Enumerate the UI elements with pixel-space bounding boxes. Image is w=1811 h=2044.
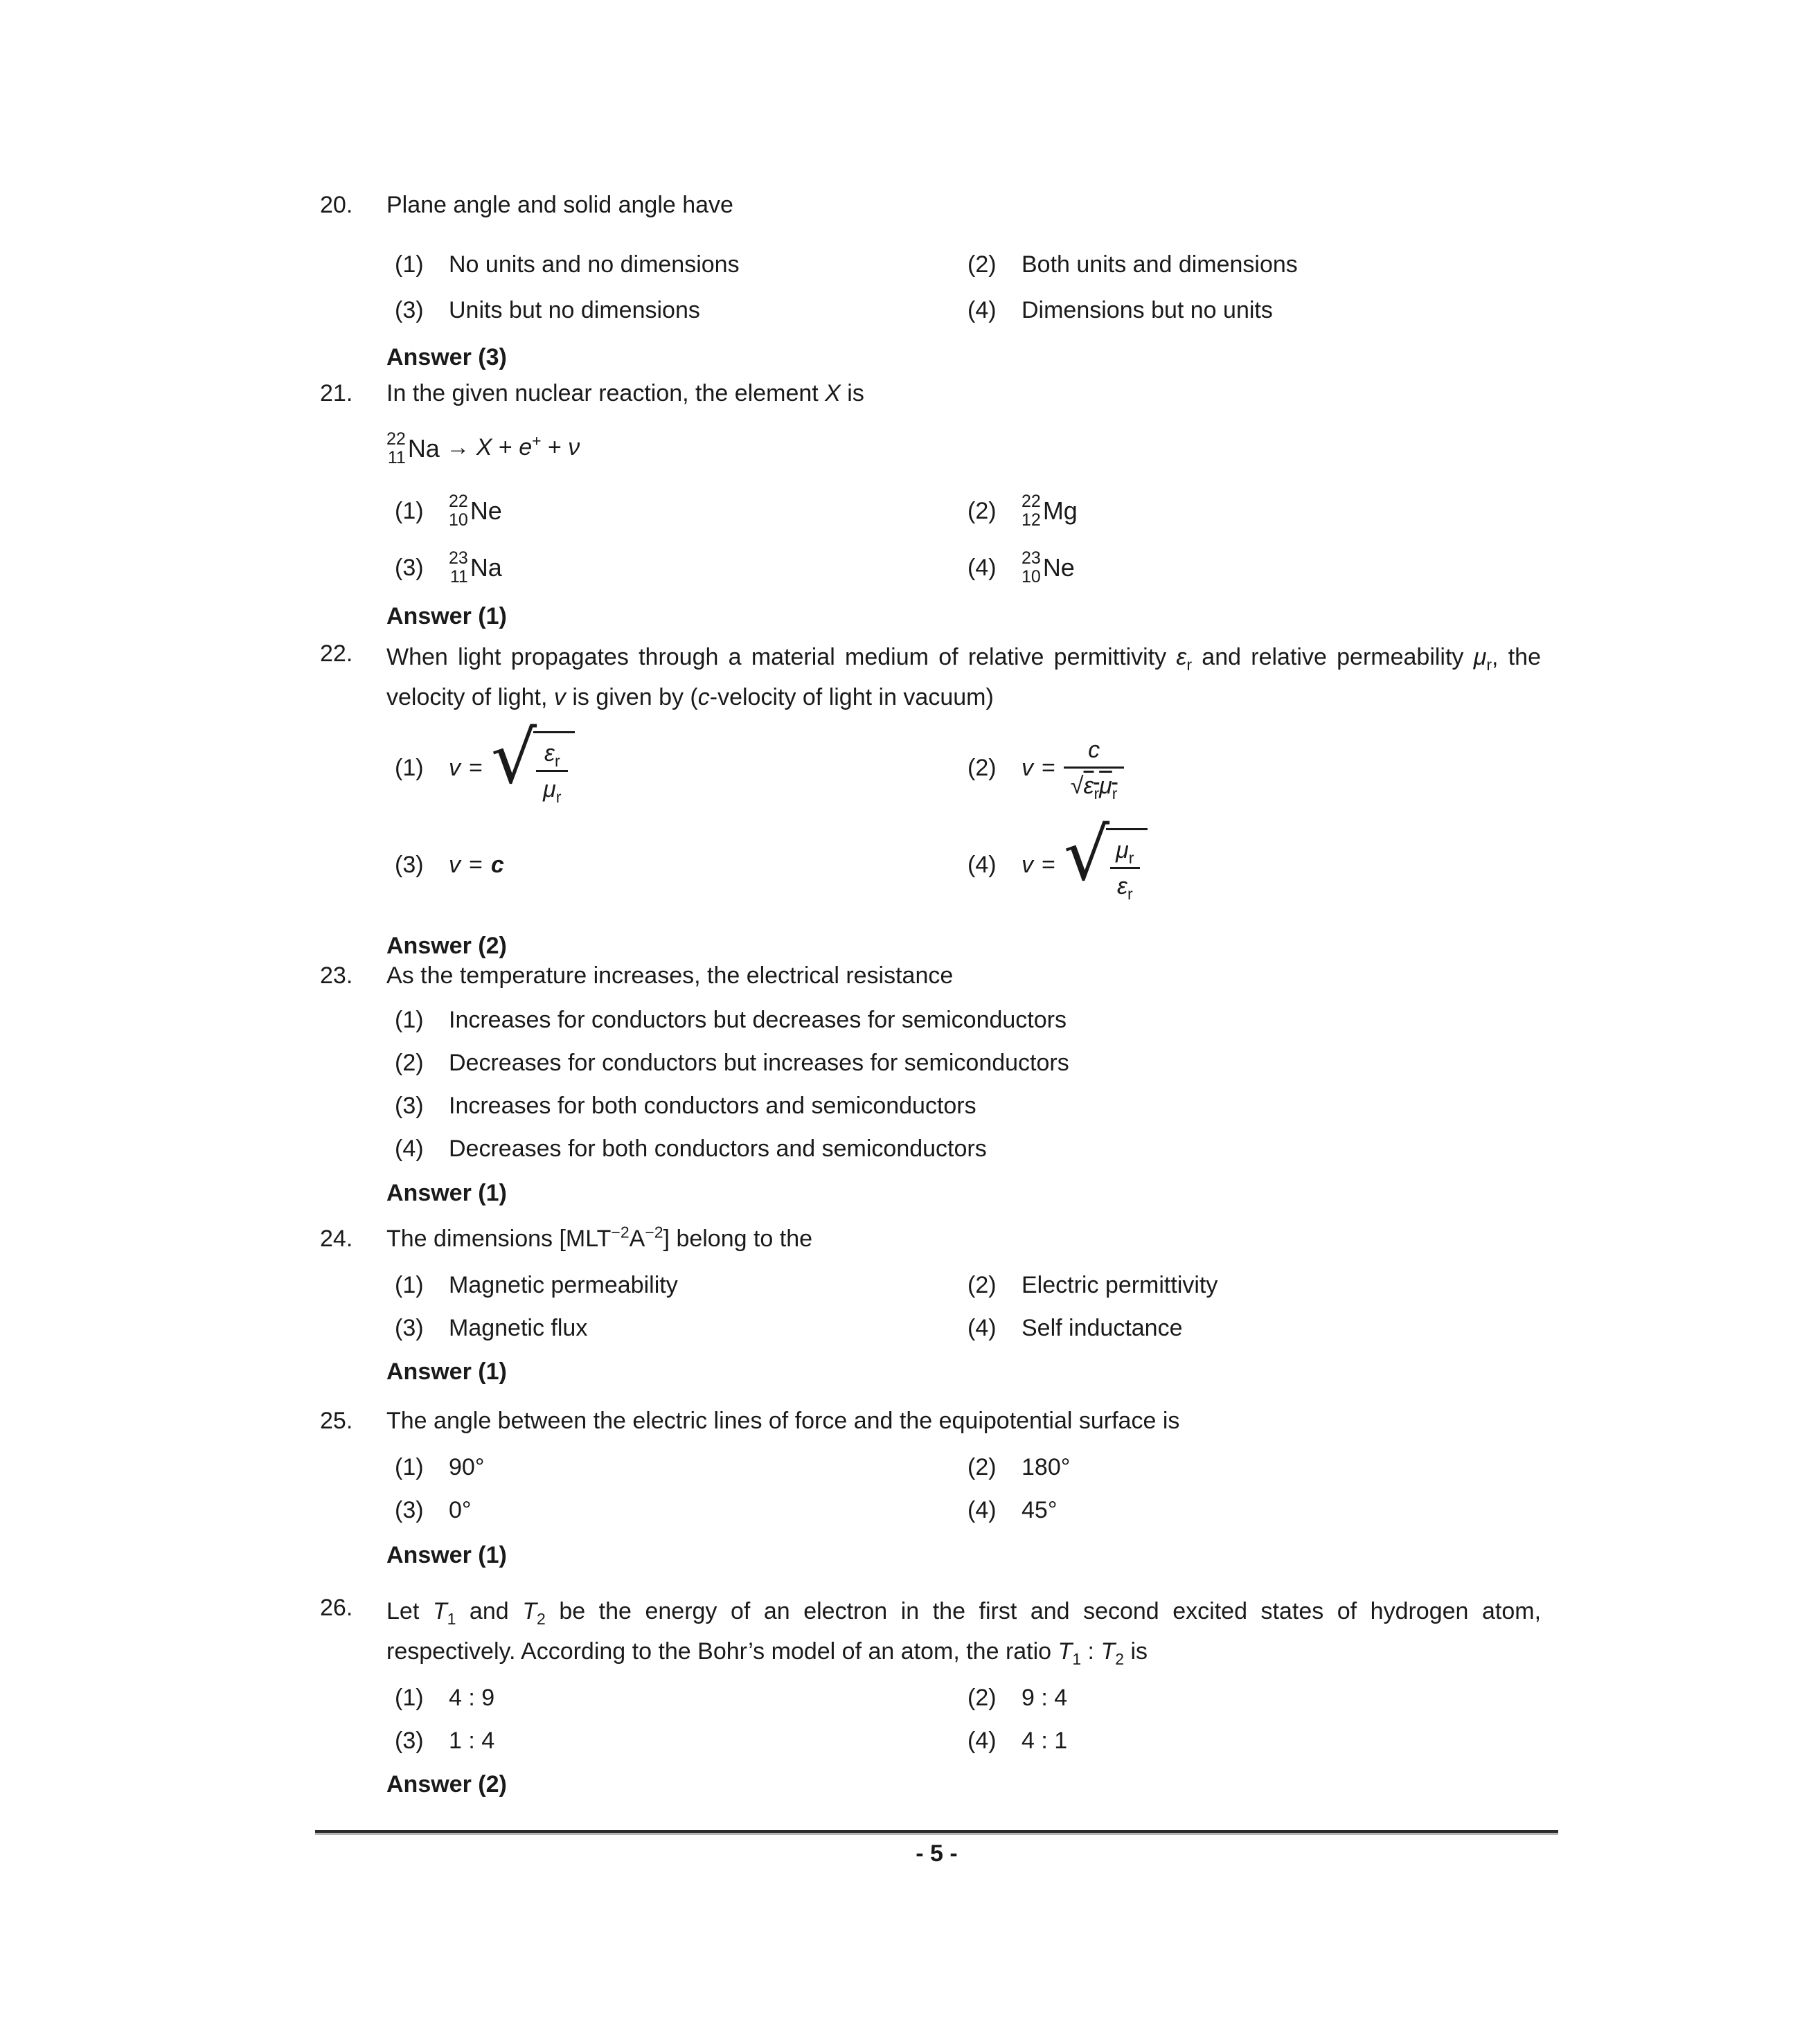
numerator-symbol: ε: [544, 740, 555, 766]
v-symbol: v: [449, 852, 461, 878]
radicand: [533, 731, 575, 805]
option-3: [386, 820, 959, 910]
question-21: [320, 377, 1541, 633]
option-4: [386, 1132, 1541, 1165]
question-text: [386, 377, 1541, 410]
question-number: 24.: [320, 1226, 353, 1252]
element-symbol: Na: [407, 434, 440, 463]
option-3: [386, 1311, 959, 1345]
option-text: Increases for conductors but decreases for semiconductors: [449, 1007, 1067, 1033]
question-25-head: [320, 1404, 1541, 1437]
options-row: [386, 540, 1541, 595]
text-part: In the given nuclear reaction, the element: [386, 380, 826, 406]
option-3: [386, 294, 959, 327]
nuclear-reaction-equation: [386, 420, 1541, 475]
epsilon-r: ε: [1176, 644, 1187, 670]
answer-label: Answer (3): [386, 344, 507, 370]
small-radical: [1070, 773, 1118, 803]
plus-sign: +: [492, 434, 519, 460]
question-26: [320, 1591, 1541, 1801]
question-text: As the temperature increases, the electrical resistance: [386, 962, 954, 989]
options-row: [386, 1451, 1541, 1484]
option-marker: (2): [967, 1685, 997, 1711]
option-4: [959, 1311, 1541, 1345]
question-text: [386, 1591, 1541, 1671]
option-marker: (3): [395, 1497, 424, 1523]
v-symbol: v: [1022, 852, 1033, 878]
options-row: [386, 1494, 1541, 1527]
option-1: [386, 1451, 959, 1484]
nuclide-option: [1022, 492, 1078, 530]
text-part: -velocity of light in vacuum): [709, 684, 994, 710]
radical-sign: √: [1070, 773, 1084, 799]
nuclide-numbers: [449, 492, 468, 530]
option-marker: (2): [967, 755, 997, 781]
options-row: [386, 812, 1541, 910]
nuclide-numbers: [1022, 549, 1041, 586]
v-symbol: v: [449, 755, 461, 781]
option-marker: (3): [395, 297, 424, 323]
answer-label: Answer (1): [386, 1542, 507, 1568]
nuclide-option: [449, 492, 502, 530]
question-number: 26.: [320, 1595, 353, 1621]
text-part: Let: [386, 1598, 433, 1624]
option-text: 0°: [449, 1497, 472, 1523]
element-x: X: [476, 434, 492, 460]
options-row: [386, 294, 1541, 327]
option-1: [386, 1681, 959, 1714]
text-part: ] belong to the: [663, 1226, 813, 1252]
radicand: [1106, 828, 1148, 902]
option-3: [386, 1089, 1541, 1122]
epsilon-symbol: ε: [1083, 773, 1094, 799]
atomic-number: 12: [1022, 510, 1041, 530]
text-part: , the velocity of light,: [386, 644, 1541, 710]
option-marker: (2): [967, 498, 997, 524]
question-number: 25.: [320, 1408, 353, 1434]
options-row: [386, 1681, 1541, 1714]
option-marker: (2): [967, 1454, 997, 1480]
question-22-body: [386, 715, 1541, 962]
numerator: [537, 738, 567, 770]
option-marker: (4): [967, 852, 997, 878]
question-21-head: [320, 377, 1541, 410]
option-text: Units but no dimensions: [449, 297, 700, 323]
option-text: 180°: [1022, 1454, 1071, 1480]
denominator: [1110, 867, 1140, 902]
plus-sign: +: [541, 434, 569, 460]
option-marker: (3): [395, 1315, 424, 1341]
nuclide-option: [449, 549, 502, 586]
option-text: 9 : 4: [1022, 1685, 1068, 1711]
question-26-body: [386, 1681, 1541, 1801]
exponent: −2: [645, 1223, 663, 1241]
atomic-number: 11: [449, 567, 468, 586]
options-row: [386, 1003, 1541, 1037]
mass-number: 22: [386, 429, 406, 449]
element-symbol: Ne: [1042, 553, 1075, 582]
equals-sign: =: [469, 852, 483, 878]
v-symbol: v: [1022, 755, 1033, 781]
nuclide-numbers: [449, 549, 468, 586]
formula-sqrt-eps-over-mu: [449, 715, 575, 806]
answer-label: Answer (1): [386, 1359, 507, 1385]
option-marker: (2): [395, 1050, 424, 1076]
question-25-body: [386, 1451, 1541, 1572]
option-1: [386, 248, 959, 281]
question-22: [320, 637, 1541, 962]
fraction: [1064, 735, 1125, 801]
options-row: [386, 1132, 1541, 1165]
nuclide-numbers: [1022, 492, 1041, 530]
question-23: [320, 959, 1541, 1210]
option-marker: (4): [967, 1497, 997, 1523]
option-2: [959, 723, 1541, 813]
option-marker: (1): [395, 755, 424, 781]
T1-sub: 1: [1072, 1649, 1082, 1668]
question-24-body: [386, 1268, 1541, 1388]
T1-symbol: T: [432, 1598, 447, 1624]
option-4: [959, 812, 1541, 910]
question-24: [320, 1222, 1541, 1388]
nuclide-numbers: [386, 430, 406, 467]
c-symbol: c: [697, 684, 710, 710]
option-text: Decreases for conductors but increases for semiconductors: [449, 1050, 1069, 1076]
question-text: [386, 637, 1541, 717]
option-2: [959, 1268, 1541, 1302]
mass-number: 23: [1022, 548, 1041, 568]
atomic-number: 10: [1022, 567, 1041, 586]
option-marker: (4): [967, 1315, 997, 1341]
text-part: and relative permeability: [1192, 644, 1474, 670]
positron-charge: +: [532, 431, 542, 450]
mu-sub: r: [1486, 655, 1492, 674]
positron: e: [519, 434, 533, 460]
fraction: [536, 738, 568, 805]
denominator-sub: r: [555, 787, 562, 806]
options-row: [386, 1724, 1541, 1757]
footer-divider: [315, 1830, 1558, 1835]
text-part: is: [840, 380, 864, 406]
numerator-sub: r: [554, 751, 560, 770]
atomic-number: 10: [449, 510, 468, 530]
option-marker: (2): [967, 1272, 997, 1298]
option-marker: (1): [395, 498, 424, 524]
option-text: Magnetic permeability: [449, 1272, 678, 1298]
option-4: [959, 540, 1541, 595]
question-20-body: [386, 248, 1541, 374]
question-number: 23.: [320, 962, 353, 989]
numerator-symbol: μ: [1116, 837, 1129, 863]
answer-label: Answer (1): [386, 1180, 507, 1206]
T2-symbol: T: [1100, 1638, 1116, 1665]
epsilon-sub: r: [1186, 655, 1193, 674]
mass-number: 22: [449, 492, 468, 511]
nuclide-option: [1022, 549, 1075, 586]
equals-sign: =: [1042, 852, 1055, 878]
question-number: 22.: [320, 640, 353, 667]
option-1: [386, 715, 959, 813]
option-3: [386, 540, 959, 595]
text-part: and: [456, 1598, 523, 1624]
text-part: is given by (: [565, 684, 698, 710]
mu-symbol: μ: [1099, 773, 1112, 799]
question-text: Plane angle and solid angle have: [386, 192, 733, 218]
option-2: [959, 248, 1541, 281]
option-text: 1 : 4: [449, 1728, 495, 1754]
mass-number: 23: [449, 548, 468, 568]
answer-label: Answer (2): [386, 1771, 507, 1798]
option-text: 45°: [1022, 1497, 1058, 1523]
options-row: [386, 1046, 1541, 1079]
option-3: [386, 1494, 959, 1527]
question-number: 21.: [320, 380, 353, 406]
formula-v-equals-c: [449, 848, 504, 881]
question-21-body: [386, 420, 1541, 633]
option-marker: (1): [395, 1454, 424, 1480]
exponent: −2: [611, 1223, 630, 1241]
option-marker: (1): [395, 1685, 424, 1711]
element-x: X: [825, 380, 841, 406]
option-4: [959, 1494, 1541, 1527]
T1-symbol: T: [1058, 1638, 1073, 1665]
arrow: →: [439, 434, 476, 460]
option-2: [386, 1046, 1541, 1079]
option-marker: (2): [967, 251, 997, 278]
options-row: [386, 248, 1541, 281]
text-part: A: [629, 1226, 645, 1252]
T2-symbol: T: [522, 1598, 537, 1624]
question-text: The angle between the electric lines of force and the equipotential surface is: [386, 1408, 1180, 1434]
equals-sign: =: [469, 755, 483, 781]
option-1: [386, 1268, 959, 1302]
question-22-head: [320, 637, 1541, 717]
option-1: [386, 1003, 1541, 1037]
options-row: [386, 483, 1541, 539]
question-20-head: [320, 188, 1541, 222]
text-part: When light propagates through a material medium of relative permittivity: [386, 644, 1177, 670]
epsilon-sub: r: [1094, 784, 1100, 803]
text-part: :: [1081, 1638, 1101, 1665]
option-text: 4 : 1: [1022, 1728, 1068, 1754]
option-marker: (1): [395, 1272, 424, 1298]
option-marker: (3): [395, 1093, 424, 1119]
c-symbol: c: [1088, 737, 1100, 763]
c-symbol: c: [490, 852, 504, 878]
fraction: [1109, 835, 1141, 902]
option-marker: (1): [395, 1007, 424, 1033]
options-row: [386, 1089, 1541, 1122]
option-marker: (3): [395, 1728, 424, 1754]
option-text: 90°: [449, 1454, 485, 1480]
option-text: Self inductance: [1022, 1315, 1183, 1341]
question-25: [320, 1404, 1541, 1572]
option-text: Dimensions but no units: [1022, 297, 1273, 323]
element-symbol: Mg: [1042, 496, 1078, 525]
question-text: [386, 1222, 1541, 1255]
atomic-number: 11: [387, 448, 406, 468]
v-symbol: v: [553, 684, 566, 710]
element-symbol: Ne: [470, 496, 502, 525]
question-23-head: [320, 959, 1541, 992]
denominator-symbol: ε: [1116, 873, 1127, 899]
T2-sub: 2: [536, 1609, 546, 1628]
neutrino: ν: [568, 434, 580, 460]
option-1: [386, 483, 959, 539]
options-row: [386, 715, 1541, 813]
denominator-symbol: μ: [543, 776, 556, 803]
options-row: [386, 1268, 1541, 1302]
page-number: - 5 -: [916, 1840, 958, 1867]
radicand: [1083, 773, 1118, 803]
text-part: is: [1124, 1638, 1148, 1665]
option-3: [386, 1724, 959, 1757]
nuclide-na: [386, 430, 440, 467]
text-part: be the energy of an electron in the first and second excited states of hydrogen atom, respectively.: [386, 1598, 1542, 1665]
option-text: 4 : 9: [449, 1685, 495, 1711]
question-26-head: [320, 1591, 1541, 1671]
denominator-sub: r: [1127, 884, 1133, 903]
question-24-head: [320, 1222, 1541, 1255]
T1-sub: 1: [447, 1609, 456, 1628]
question-23-body: [386, 1003, 1541, 1210]
option-2: [959, 483, 1541, 539]
radical: [490, 715, 576, 806]
option-2: [959, 1681, 1541, 1714]
option-text: Decreases for both conductors and semiconductors: [449, 1136, 987, 1162]
option-text: Increases for both conductors and semiconductors: [449, 1093, 976, 1119]
T2-sub: 2: [1115, 1649, 1125, 1668]
denominator: [1064, 766, 1125, 801]
numerator: [1081, 735, 1107, 766]
formula-sqrt-mu-over-eps: [1022, 812, 1148, 903]
option-text: No units and no dimensions: [449, 251, 740, 278]
option-marker: (1): [395, 251, 424, 278]
question-20: [320, 188, 1541, 374]
element-symbol: Na: [470, 553, 502, 582]
text-part: The dimensions [MLT: [386, 1226, 612, 1252]
option-text: Both units and dimensions: [1022, 251, 1298, 278]
mass-number: 22: [1022, 492, 1041, 511]
option-marker: (4): [967, 555, 997, 581]
radical-sign: √: [1063, 812, 1110, 897]
equals-sign: =: [1042, 755, 1055, 781]
options-row: [386, 1311, 1541, 1345]
option-text: Magnetic flux: [449, 1315, 588, 1341]
question-number: 20.: [320, 192, 353, 218]
denominator: [536, 770, 568, 805]
answer-label: Answer (2): [386, 933, 507, 959]
formula-c-over-sqrt: [1022, 735, 1124, 801]
mu-r: μ: [1473, 644, 1487, 670]
text-part: According to the Bohr’s model of an atom, the ratio: [521, 1638, 1058, 1665]
option-marker: (3): [395, 555, 424, 581]
option-text: Electric permittivity: [1022, 1272, 1218, 1298]
option-marker: (4): [967, 297, 997, 323]
option-marker: (4): [967, 1728, 997, 1754]
option-marker: (4): [395, 1136, 424, 1162]
numerator-sub: r: [1128, 848, 1134, 867]
option-4: [959, 1724, 1541, 1757]
option-marker: (3): [395, 852, 424, 878]
radical: [1063, 812, 1148, 903]
answer-label: Answer (1): [386, 603, 507, 629]
option-4: [959, 294, 1541, 327]
numerator: [1109, 835, 1141, 867]
option-2: [959, 1451, 1541, 1484]
radical-sign: √: [490, 715, 537, 800]
mu-sub: r: [1112, 784, 1118, 803]
